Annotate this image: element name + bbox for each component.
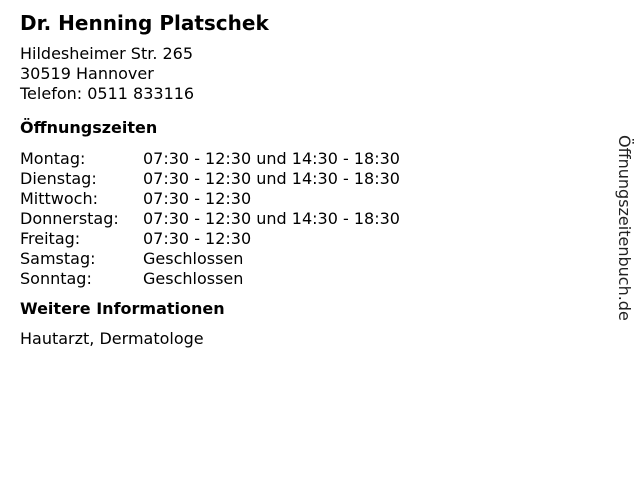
hours-row-thursday [20,209,600,229]
opening-hours-table [20,149,600,289]
hours-time: Geschlossen [143,269,244,288]
hours-time: 07:30 - 12:30 [143,229,252,248]
hours-row-tuesday [20,169,600,189]
hours-time: 07:30 - 12:30 und 14:30 - 18:30 [143,209,400,228]
hours-row-sunday [20,269,600,289]
practice-card [20,10,600,349]
hours-day: Donnerstag: [20,209,119,228]
specialty-text: Hautarzt, Dermatologe [20,329,204,348]
brand-text: Öffnungszeitenbuch.de [615,135,634,321]
address-block [20,44,600,104]
further-info-heading: Weitere Informationen [20,299,225,318]
hours-day: Freitag: [20,229,81,248]
hours-row-friday [20,229,600,249]
hours-time: 07:30 - 12:30 [143,189,252,208]
opening-hours-heading: Öffnungszeiten [20,118,158,137]
address-street: Hildesheimer Str. 265 [20,44,194,63]
hours-time: 07:30 - 12:30 und 14:30 - 18:30 [143,149,400,168]
hours-day: Montag: [20,149,86,168]
hours-row-monday [20,149,600,169]
hours-time: Geschlossen [143,249,244,268]
brand-watermark [612,135,636,335]
page-title: Dr. Henning Platschek [20,11,269,35]
hours-time: 07:30 - 12:30 und 14:30 - 18:30 [143,169,400,188]
address-city: 30519 Hannover [20,64,154,83]
address-phone: Telefon: 0511 833116 [20,84,195,103]
hours-day: Sonntag: [20,269,92,288]
hours-day: Dienstag: [20,169,97,188]
hours-day: Samstag: [20,249,96,268]
hours-day: Mittwoch: [20,189,98,208]
hours-row-saturday [20,249,600,269]
hours-row-wednesday [20,189,600,209]
